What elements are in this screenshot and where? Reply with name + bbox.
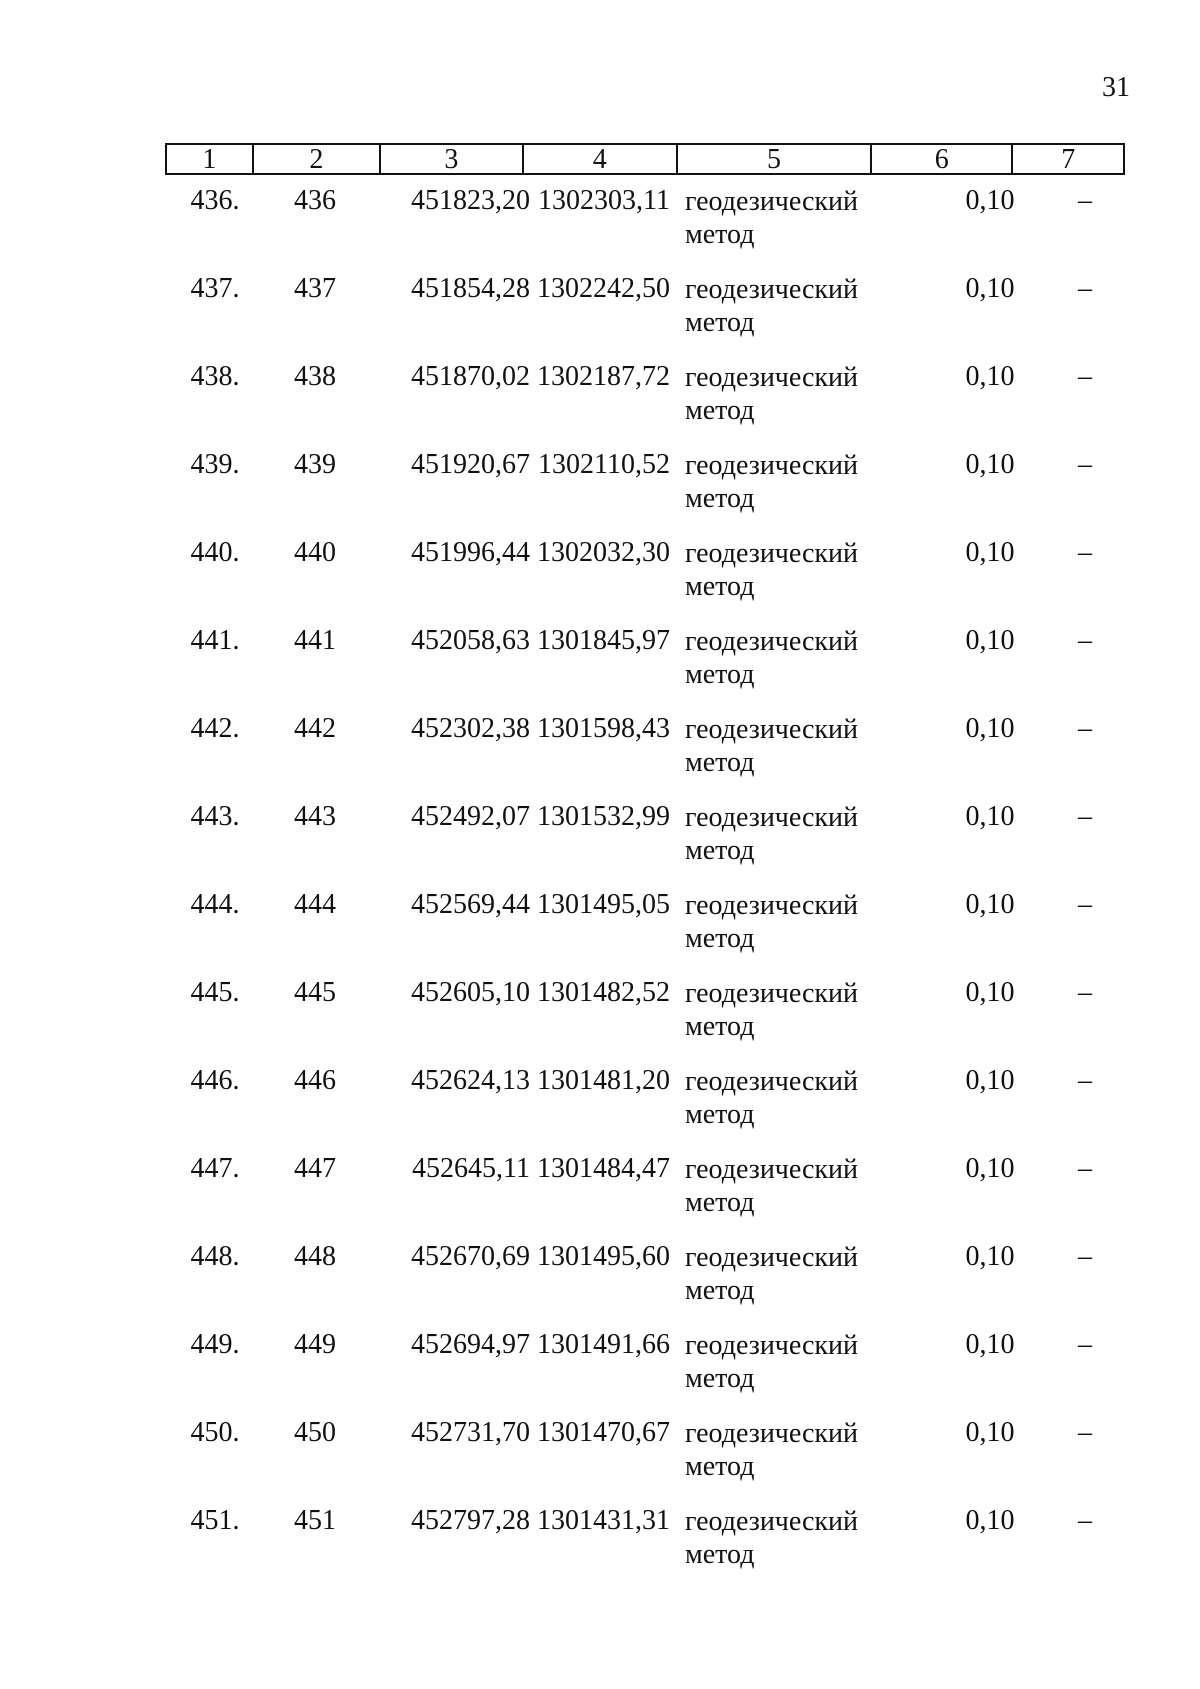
header-cell-4: 4 xyxy=(522,145,676,173)
coordinate-y-cell: 1301598,43 xyxy=(537,713,670,744)
coordinate-x-cell: 451920,67 xyxy=(411,449,530,480)
coordinate-x-cell: 451823,20 xyxy=(411,185,530,216)
table-row xyxy=(165,537,1125,625)
coordinate-y-cell: 1301484,47 xyxy=(537,1153,670,1184)
note-cell: – xyxy=(1078,1153,1092,1184)
header-cell-1: 1 xyxy=(202,144,217,175)
coordinate-y-cell: 1301845,97 xyxy=(537,625,670,656)
point-id-cell: 445 xyxy=(294,977,336,1008)
coordinate-y-cell: 1302032,30 xyxy=(537,537,670,568)
row-number-cell: 441. xyxy=(190,625,240,656)
note-cell: – xyxy=(1078,801,1092,832)
coordinate-y-cell: 1302110,52 xyxy=(538,449,670,480)
coordinate-x-cell: 452058,63 xyxy=(411,625,530,656)
coordinate-x-cell: 452670,69 xyxy=(411,1241,530,1272)
accuracy-cell: 0,10 xyxy=(965,1505,1015,1536)
coordinate-y-cell: 1301491,66 xyxy=(537,1329,670,1360)
coordinate-x-cell: 452797,28 xyxy=(411,1505,530,1536)
point-id-cell: 448 xyxy=(294,1241,336,1272)
coordinate-y-cell: 1301532,99 xyxy=(537,801,670,832)
header-cell-2: 2 xyxy=(252,145,379,173)
row-number-cell: 442. xyxy=(190,713,240,744)
table-row xyxy=(165,449,1125,537)
row-number-cell: 440. xyxy=(190,537,240,568)
header-cell-6: 6 xyxy=(870,145,1011,173)
table-row xyxy=(165,1505,1125,1593)
accuracy-cell: 0,10 xyxy=(965,1065,1015,1096)
accuracy-cell: 0,10 xyxy=(965,1417,1015,1448)
table-row xyxy=(165,273,1125,361)
header-cell-7: 7 xyxy=(1011,145,1123,173)
coordinate-y-cell: 1302242,50 xyxy=(537,273,670,304)
note-cell: – xyxy=(1078,625,1092,656)
note-cell: – xyxy=(1078,1417,1092,1448)
accuracy-cell: 0,10 xyxy=(965,713,1015,744)
coordinate-x-cell: 451870,02 xyxy=(411,361,530,392)
row-number-cell: 450. xyxy=(190,1417,240,1448)
point-id-cell: 443 xyxy=(294,801,336,832)
point-id-cell: 450 xyxy=(294,1417,336,1448)
method-cell: геодезический метод xyxy=(685,1242,859,1306)
table-row xyxy=(165,801,1125,889)
note-cell: – xyxy=(1078,1329,1092,1360)
coordinate-x-cell: 452569,44 xyxy=(411,889,530,920)
row-number-cell: 445. xyxy=(190,977,240,1008)
accuracy-cell: 0,10 xyxy=(965,1153,1015,1184)
coordinate-x-cell: 452731,70 xyxy=(411,1417,530,1448)
table-row xyxy=(165,977,1125,1065)
row-number-cell: 446. xyxy=(190,1065,240,1096)
method-cell: геодезический метод xyxy=(685,1418,859,1482)
coordinate-y-cell: 1302187,72 xyxy=(537,361,670,392)
coordinate-y-cell: 1301495,05 xyxy=(537,889,670,920)
point-id-cell: 449 xyxy=(294,1329,336,1360)
table-row xyxy=(165,1153,1125,1241)
row-number-cell: 437. xyxy=(190,273,240,304)
coordinate-x-cell: 452492,07 xyxy=(411,801,530,832)
point-id-cell: 444 xyxy=(294,889,336,920)
table-row xyxy=(165,185,1125,273)
method-cell: геодезический метод xyxy=(685,802,859,866)
table-row xyxy=(165,1417,1125,1505)
row-number-cell: 439. xyxy=(190,449,240,480)
note-cell: – xyxy=(1078,537,1092,568)
method-cell: геодезический метод xyxy=(685,538,859,602)
accuracy-cell: 0,10 xyxy=(965,273,1015,304)
point-id-cell: 438 xyxy=(294,361,336,392)
table-body xyxy=(165,185,1125,1593)
accuracy-cell: 0,10 xyxy=(965,449,1015,480)
note-cell: – xyxy=(1078,185,1092,216)
table-row xyxy=(165,889,1125,977)
note-cell: – xyxy=(1078,449,1092,480)
point-id-cell: 441 xyxy=(294,625,336,656)
method-cell: геодезический метод xyxy=(685,274,859,338)
row-number-cell: 447. xyxy=(190,1153,240,1184)
coordinate-x-cell: 452302,38 xyxy=(411,713,530,744)
row-number-cell: 438. xyxy=(190,361,240,392)
method-cell: геодезический метод xyxy=(685,1154,859,1218)
point-id-cell: 440 xyxy=(294,537,336,568)
point-id-cell: 451 xyxy=(294,1505,336,1536)
coordinate-y-cell: 1301482,52 xyxy=(537,977,670,1008)
method-cell: геодезический метод xyxy=(685,890,859,954)
coordinate-y-cell: 1301431,31 xyxy=(537,1505,670,1536)
coordinate-y-cell: 1301495,60 xyxy=(537,1241,670,1272)
table-row xyxy=(165,1065,1125,1153)
note-cell: – xyxy=(1078,977,1092,1008)
coordinate-y-cell: 1301470,67 xyxy=(537,1417,670,1448)
method-cell: геодезический метод xyxy=(685,450,859,514)
accuracy-cell: 0,10 xyxy=(965,537,1015,568)
header-cell-3: 3 xyxy=(379,145,521,173)
table-row xyxy=(165,361,1125,449)
row-number-cell: 451. xyxy=(190,1505,240,1536)
point-id-cell: 439 xyxy=(294,449,336,480)
header-cell-5: 5 xyxy=(676,145,870,173)
coordinate-y-cell: 1302303,11 xyxy=(538,185,670,216)
table-row xyxy=(165,1329,1125,1417)
table-row xyxy=(165,1241,1125,1329)
coordinates-table xyxy=(165,143,1125,1593)
table-header-row xyxy=(165,143,1125,175)
accuracy-cell: 0,10 xyxy=(965,1241,1015,1272)
method-cell: геодезический метод xyxy=(685,978,859,1042)
method-cell: геодезический метод xyxy=(685,1066,859,1130)
accuracy-cell: 0,10 xyxy=(965,977,1015,1008)
row-number-cell: 444. xyxy=(190,889,240,920)
note-cell: – xyxy=(1078,1505,1092,1536)
table-row xyxy=(165,625,1125,713)
accuracy-cell: 0,10 xyxy=(965,889,1015,920)
method-cell: геодезический метод xyxy=(685,1330,859,1394)
method-cell: геодезический метод xyxy=(685,1506,859,1570)
coordinate-x-cell: 452645,11 xyxy=(412,1153,530,1184)
method-cell: геодезический метод xyxy=(685,362,859,426)
point-id-cell: 436 xyxy=(294,185,336,216)
point-id-cell: 437 xyxy=(294,273,336,304)
note-cell: – xyxy=(1078,273,1092,304)
note-cell: – xyxy=(1078,361,1092,392)
accuracy-cell: 0,10 xyxy=(965,801,1015,832)
coordinate-x-cell: 451996,44 xyxy=(411,537,530,568)
table-row xyxy=(165,713,1125,801)
page-number: 31 xyxy=(1102,72,1130,103)
point-id-cell: 442 xyxy=(294,713,336,744)
point-id-cell: 446 xyxy=(294,1065,336,1096)
coordinate-x-cell: 452694,97 xyxy=(411,1329,530,1360)
coordinate-y-cell: 1301481,20 xyxy=(537,1065,670,1096)
accuracy-cell: 0,10 xyxy=(965,625,1015,656)
row-number-cell: 448. xyxy=(190,1241,240,1272)
point-id-cell: 447 xyxy=(294,1153,336,1184)
method-cell: геодезический метод xyxy=(685,626,859,690)
coordinate-x-cell: 451854,28 xyxy=(411,273,530,304)
coordinate-x-cell: 452624,13 xyxy=(411,1065,530,1096)
method-cell: геодезический метод xyxy=(685,186,859,250)
accuracy-cell: 0,10 xyxy=(965,185,1015,216)
accuracy-cell: 0,10 xyxy=(965,361,1015,392)
row-number-cell: 436. xyxy=(190,185,240,216)
row-number-cell: 449. xyxy=(190,1329,240,1360)
method-cell: геодезический метод xyxy=(685,714,859,778)
coordinate-x-cell: 452605,10 xyxy=(411,977,530,1008)
note-cell: – xyxy=(1078,1065,1092,1096)
note-cell: – xyxy=(1078,889,1092,920)
note-cell: – xyxy=(1078,1241,1092,1272)
note-cell: – xyxy=(1078,713,1092,744)
accuracy-cell: 0,10 xyxy=(965,1329,1015,1360)
row-number-cell: 443. xyxy=(190,801,240,832)
